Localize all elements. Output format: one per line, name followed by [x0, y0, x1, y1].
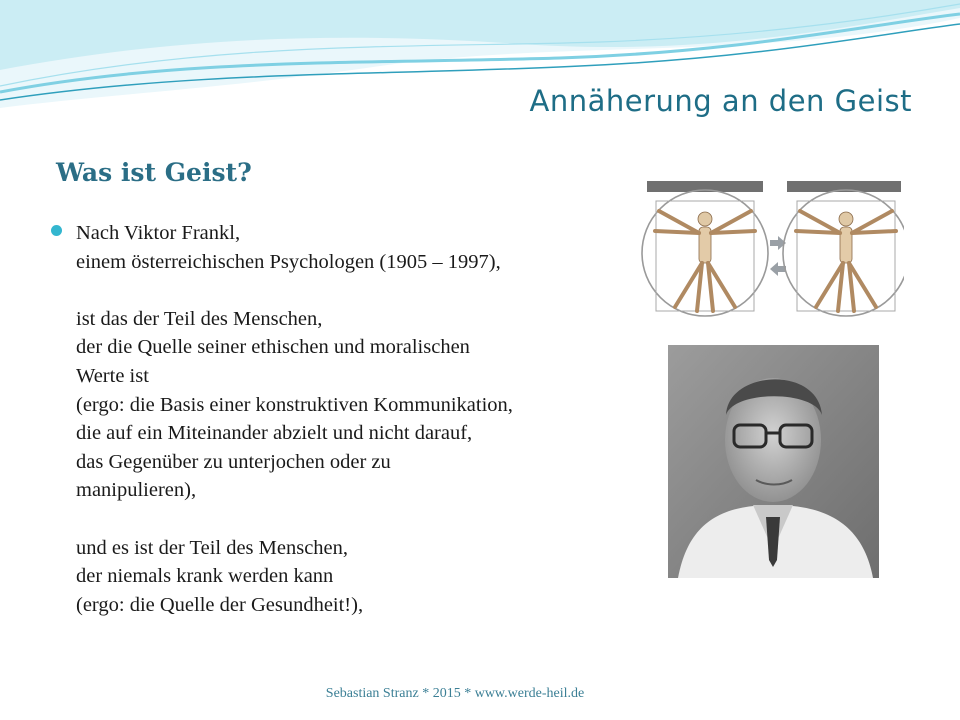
vitruvian-man-image	[628, 181, 904, 317]
text-line: der niemals krank werden kann	[76, 565, 334, 588]
text-line: Nach Viktor Frankl,	[76, 222, 241, 244]
text-line: ist das der Teil des Menschen,	[76, 307, 323, 330]
text-line: (ergo: die Basis einer konstruktiven Kommunikation,	[76, 393, 513, 416]
slide-subtitle: Was ist Geist?	[56, 158, 252, 187]
text-line: manipulieren),	[76, 479, 197, 502]
viktor-frankl-portrait	[668, 345, 879, 578]
bullet-text-block	[76, 219, 646, 619]
text-line: Werte ist	[76, 364, 149, 387]
text-line: die auf ein Miteinander abzielt und nicht darauf,	[76, 422, 473, 445]
text-line: (ergo: die Quelle der Gesundheit!),	[76, 593, 364, 616]
text-line: einem österreichischen Psychologen (1905 – 1997),	[76, 250, 501, 273]
text-line: das Gegenüber zu unterjochen oder zu	[76, 450, 391, 473]
footer-credit: Sebastian Stranz * 2015 * www.werde-heil.de	[325, 686, 585, 701]
blank-line	[76, 505, 646, 534]
text-line: und es ist der Teil des Menschen,	[76, 536, 349, 559]
bullet-icon	[51, 225, 62, 236]
slide-title: Annäherung an den Geist	[529, 84, 912, 118]
text-line: der die Quelle seiner ethischen und moralischen	[76, 336, 470, 359]
blank-line	[76, 276, 646, 305]
